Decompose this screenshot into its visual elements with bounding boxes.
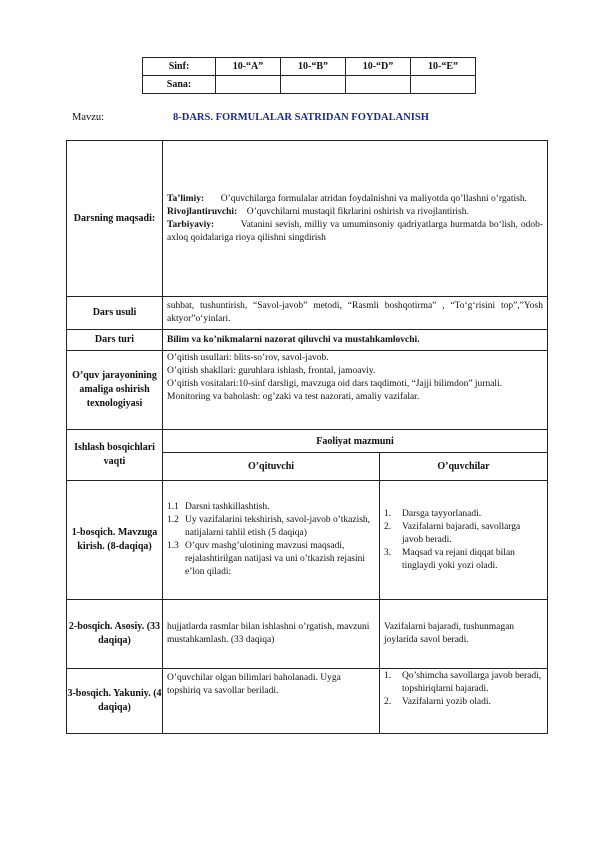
sinf-label: Sinf: xyxy=(143,58,216,76)
students-text: Vazifalarni bajaradi, tushunmagan joylarida savol beradi. xyxy=(384,622,515,645)
date-cell[interactable] xyxy=(216,76,281,94)
class-cell: 10-“B” xyxy=(281,58,346,76)
method-row xyxy=(67,297,548,330)
activity-header-row xyxy=(67,430,548,453)
goal-content xyxy=(163,193,547,245)
type-label: Dars turi xyxy=(67,330,163,351)
goal-item xyxy=(167,193,543,206)
type-row xyxy=(67,330,548,351)
technology-content xyxy=(163,351,547,405)
students-header: O’quvchilar xyxy=(380,453,548,481)
goal-item xyxy=(167,206,543,219)
sana-label: Sana: xyxy=(143,76,216,94)
topic-title: 8-DARS. FORMULALAR SATRIDAN FOYDALANISH xyxy=(173,112,429,123)
date-cell[interactable] xyxy=(281,76,346,94)
goal-item xyxy=(167,219,543,245)
content-header-label: Faoliyat mazmuni xyxy=(163,430,548,453)
method-label: Dars usuli xyxy=(67,297,163,330)
goal-row xyxy=(67,141,548,297)
stage-name: 2-bosqich. Asosiy. (33 daqiqa) xyxy=(67,600,163,669)
students-steps xyxy=(380,669,547,710)
students-steps xyxy=(380,508,547,573)
method-text: suhbat, tushuntirish, “Savol-javob” metodi, “Rasmli boshqotirma” , “To‘g‘risini top”,”Yosh aktyor”o‘yinlari. xyxy=(167,301,543,324)
teacher-text: O’quvchilar olgan bilimlari baholanadi. Uyga topshiriq va savollar beriladi. xyxy=(167,673,341,696)
list-item: 2. Vazifalarni bajaradi, savollarga javob beradi. xyxy=(384,521,521,545)
type-text: Bilim va ko’nikmalarni nazorat qiluvchi va mustahkamlovchi. xyxy=(167,334,420,345)
stage-row xyxy=(67,600,548,669)
teacher-text: hujjatlarda rasmlar bilan ishlashni o’rgatish, mavzuni mustahkamlash. (33 daqiqa) xyxy=(167,622,370,645)
goal-term: Rivojlantiruvchi: xyxy=(167,206,238,217)
list-item: 1.1 Darsni tashkillashtish. xyxy=(167,502,270,512)
technology-line: O’qitish vositalari:10-sinf darsligi, mavzuga oid dars taqdimoti, “Jajji bilimdon” jurnali. xyxy=(167,379,503,389)
stage-name: 3-bosqich. Yakuniy. (4 daqiqa) xyxy=(67,669,163,734)
date-cell[interactable] xyxy=(411,76,476,94)
teacher-header: O’qituvchi xyxy=(163,453,380,481)
stage-row xyxy=(67,669,548,734)
teacher-steps xyxy=(163,501,379,579)
technology-row xyxy=(67,351,548,430)
goal-text: O’quvchilarni mustaqil fikrlarini oshirish va rivojlantirish. xyxy=(246,206,469,217)
date-cell[interactable] xyxy=(346,76,411,94)
list-item: 1. Qo’shimcha savollarga javob beradi, topshiriqlarni bajaradi. xyxy=(384,671,542,694)
class-cell: 10-“A” xyxy=(216,58,281,76)
technology-line: O’qitish shakllari: guruhlara ishlash, frontal, jamoaviy. xyxy=(167,366,376,376)
list-item: 1.2 Uy vazifalarini tekshirish, savol-javob o’tkazish, natijalarni tahlil etish (5 daqiqa) xyxy=(167,515,371,538)
goal-term: Ta’limiy: xyxy=(167,193,205,204)
list-item: 1. Darsga tayyorlanadi. xyxy=(384,508,482,519)
goal-label: Darsning maqsadi: xyxy=(67,141,163,297)
topic-label: Mavzu: xyxy=(72,112,105,123)
technology-line: O’qitish usullari: blits-so’rov, savol-javob. xyxy=(167,353,329,363)
stage-row xyxy=(67,481,548,600)
list-item: 2. Vazifalarni yozib oladi. xyxy=(384,697,491,707)
technology-label: O’quv jarayonining amaliga oshirish texnologiyasi xyxy=(67,351,163,430)
list-item: 1.3 O’quv mashg’ulotining mavzusi maqsadi, rejalashtirilgan natijasi va uni o’tkazish rejasini e’lon qiladi: xyxy=(167,541,366,577)
class-row xyxy=(143,58,476,76)
goal-text: Vatanini sevish, milliy va umuminsoniy qadriyatlarga hurmatda bo‘lish, odob-axloq qoidalariga rioya qilishni singdirish xyxy=(167,219,543,243)
date-row xyxy=(143,76,476,94)
technology-line: Monitoring va baholash: og’zaki va test nazorati, amaliy vazifalar. xyxy=(167,392,420,402)
goal-text: O’quvchilarga formulalar atridan foydalnishni va maliyotda qo’llashni o’rgatish. xyxy=(220,193,527,204)
class-date-table xyxy=(142,57,476,94)
class-cell: 10-“D” xyxy=(346,58,411,76)
class-cell: 10-“E” xyxy=(411,58,476,76)
stage-header-label: Ishlash bosqichlari vaqti xyxy=(67,430,163,481)
list-item: 3. Maqsad va rejani diqqat bilan tinglaydi yoki yozi oladi. xyxy=(384,547,515,571)
stage-name: 1-bosqich. Mavzuga kirish. (8-daqiqa) xyxy=(67,481,163,600)
lesson-plan-table xyxy=(66,140,548,734)
goal-term: Tarbiyaviy: xyxy=(167,219,215,230)
